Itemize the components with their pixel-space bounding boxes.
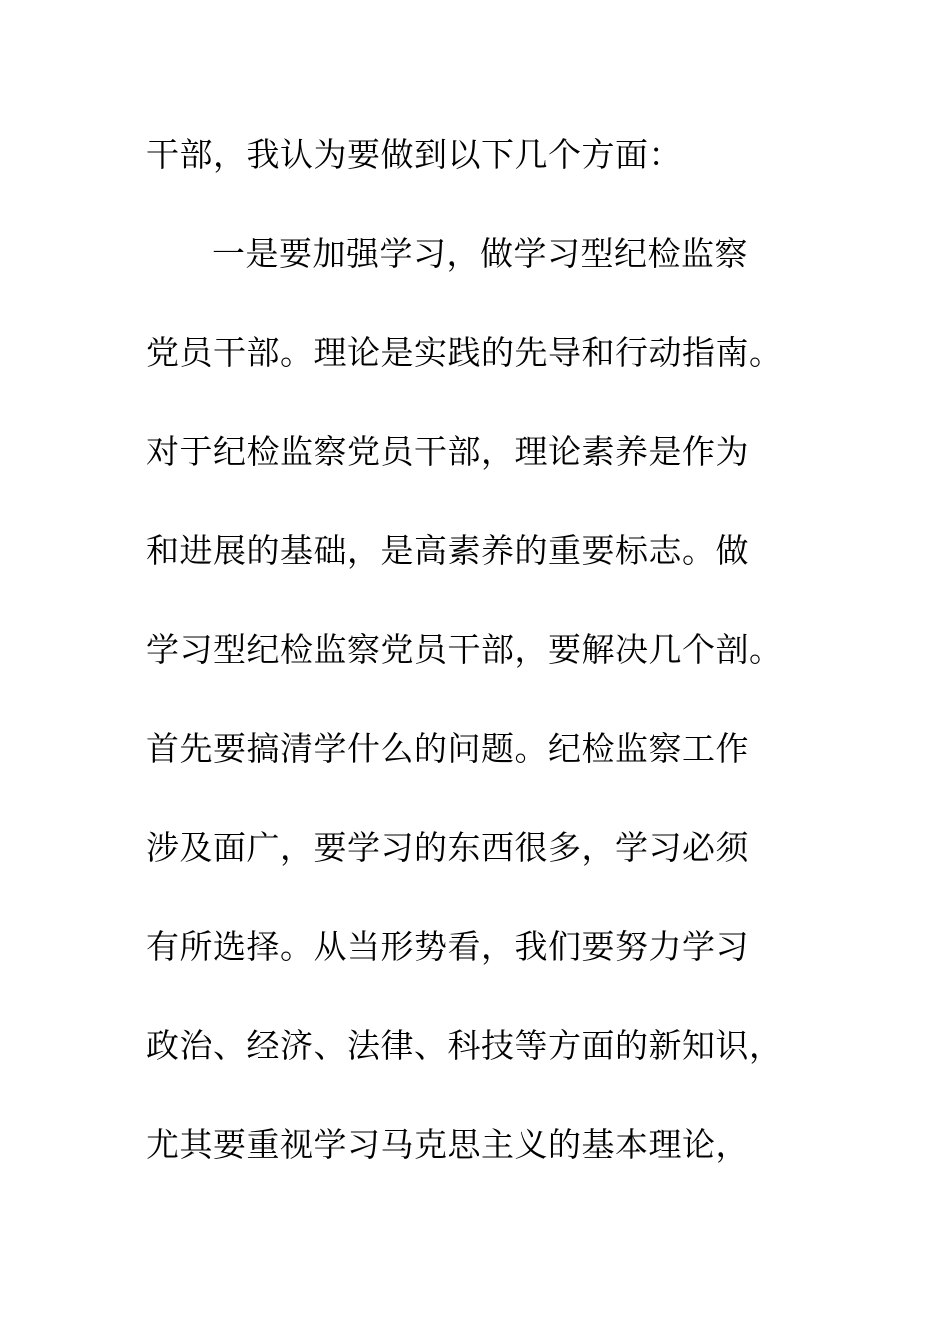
text-line-8: 涉及面广，要学习的东西很多，学习必须 [146, 828, 749, 867]
text-line-4: 对于纪检监察党员干部，理论素养是作为 [146, 432, 749, 471]
text-line-9: 有所选择。从当形势看，我们要努力学习 [146, 927, 749, 966]
text-line-11: 尤其要重视学习马克思主义的基本理论， [146, 1125, 749, 1164]
text-line-3: 党员干部。理论是实践的先导和行动指南。 [146, 333, 783, 372]
text-line-5: 和进展的基础，是高素养的重要标志。做 [146, 531, 749, 570]
text-line-7: 首先要搞清学什么的问题。纪检监察工作 [146, 729, 749, 768]
body-text [146, 122, 826, 1211]
text-line-10: 政治、经济、法律、科技等方面的新知识， [146, 1026, 783, 1065]
text-line-1: 干部，我认为要做到以下几个方面： [146, 135, 682, 174]
text-line-6: 学习型纪检监察党员干部，要解决几个剖。 [146, 630, 783, 669]
text-line-2: 一是要加强学习，做学习型纪检监察 [212, 234, 748, 273]
